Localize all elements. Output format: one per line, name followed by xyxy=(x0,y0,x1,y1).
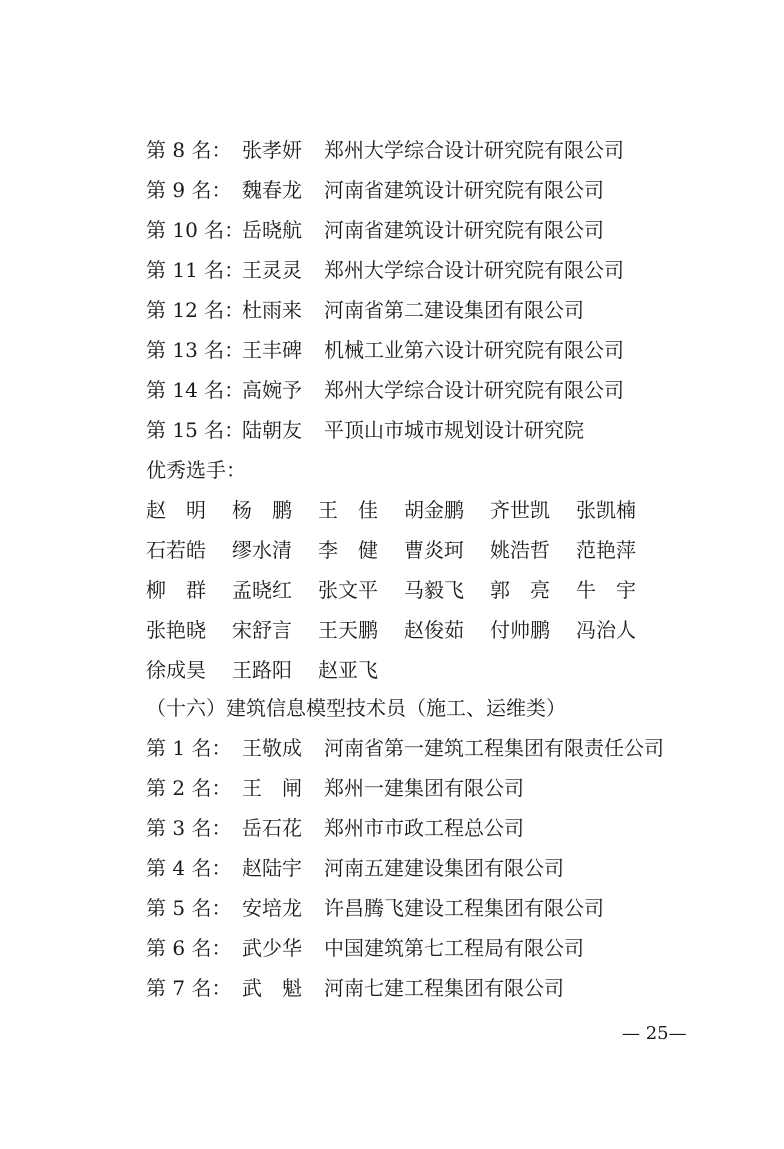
player-name: 柳 群 xyxy=(146,578,206,602)
winner-name: 王丰碑 xyxy=(242,338,302,362)
winner-organization: 郑州市市政工程总公司 xyxy=(324,816,524,840)
winner-name: 武少华 xyxy=(242,936,302,960)
winner-organization: 郑州大学综合设计研究院有限公司 xyxy=(324,378,624,402)
player-name: 缪水清 xyxy=(232,538,292,562)
player-name: 赵俊茹 xyxy=(404,618,464,642)
rank-label: 第 3 名： xyxy=(146,816,232,840)
ranking-row xyxy=(146,176,604,204)
page-number: — 25— xyxy=(622,1023,687,1044)
player-name: 徐成昊 xyxy=(146,658,206,682)
rank-label: 第 6 名： xyxy=(146,936,232,960)
rank-label: 第 7 名： xyxy=(146,976,232,1000)
player-name: 冯治人 xyxy=(576,618,636,642)
winner-organization: 平顶山市城市规划设计研究院 xyxy=(324,418,584,442)
player-name: 马毅飞 xyxy=(404,578,464,602)
winner-organization: 河南七建工程集团有限公司 xyxy=(324,976,564,1000)
ranking-row xyxy=(146,256,624,284)
winner-organization: 中国建筑第七工程局有限公司 xyxy=(324,936,584,960)
winner-name: 武 魁 xyxy=(242,976,302,1000)
player-name: 张文平 xyxy=(318,578,378,602)
ranking-row xyxy=(146,734,664,762)
ranking-row xyxy=(146,216,604,244)
ranking-row xyxy=(146,854,564,882)
winner-name: 岳晓航 xyxy=(242,218,302,242)
winner-organization: 河南省建筑设计研究院有限公司 xyxy=(324,178,604,202)
section-heading-text: （十六）建筑信息模型技术员（施工、运维类） xyxy=(146,696,566,720)
excellent-heading-text: 优秀选手： xyxy=(146,458,246,482)
player-name: 齐世凯 xyxy=(490,498,550,522)
ranking-row xyxy=(146,296,584,324)
winner-name: 陆朝友 xyxy=(242,418,302,442)
player-name: 赵亚飞 xyxy=(318,658,378,682)
rank-label: 第 2 名： xyxy=(146,776,232,800)
player-name: 杨 鹏 xyxy=(232,498,292,522)
rank-label: 第 14 名： xyxy=(146,378,245,402)
rank-label: 第 12 名： xyxy=(146,298,245,322)
rank-label: 第 9 名： xyxy=(146,178,232,202)
winner-name: 赵陆宇 xyxy=(242,856,302,880)
winner-name: 高婉予 xyxy=(242,378,302,402)
winner-name: 安培龙 xyxy=(242,896,302,920)
rank-label: 第 1 名： xyxy=(146,736,232,760)
player-name: 郭 亮 xyxy=(490,578,550,602)
player-name: 范艳萍 xyxy=(576,538,636,562)
ranking-row xyxy=(146,774,524,802)
ranking-row xyxy=(146,376,624,404)
winner-organization: 河南省第二建设集团有限公司 xyxy=(324,298,584,322)
rank-label: 第 10 名： xyxy=(146,218,245,242)
player-name: 王 佳 xyxy=(318,498,378,522)
player-name: 宋舒言 xyxy=(232,618,292,642)
player-name: 孟晓红 xyxy=(232,578,292,602)
winner-name: 王灵灵 xyxy=(242,258,302,282)
ranking-row xyxy=(146,416,584,444)
player-name: 姚浩哲 xyxy=(490,538,550,562)
player-name: 王路阳 xyxy=(232,658,292,682)
ranking-row xyxy=(146,814,524,842)
rank-label: 第 15 名： xyxy=(146,418,245,442)
winner-organization: 许昌腾飞建设工程集团有限公司 xyxy=(324,896,604,920)
ranking-row xyxy=(146,894,604,922)
section-heading xyxy=(146,694,566,722)
ranking-row xyxy=(146,336,624,364)
winner-organization: 机械工业第六设计研究院有限公司 xyxy=(324,338,624,362)
ranking-row xyxy=(146,934,584,962)
winner-name: 张孝妍 xyxy=(242,138,302,162)
player-name: 李 健 xyxy=(318,538,378,562)
winner-name: 杜雨来 xyxy=(242,298,302,322)
winner-name: 魏春龙 xyxy=(242,178,302,202)
rank-label: 第 11 名： xyxy=(146,258,245,282)
excellent-players-heading xyxy=(146,456,246,484)
winner-organization: 郑州一建集团有限公司 xyxy=(324,776,524,800)
player-name: 王天鹏 xyxy=(318,618,378,642)
ranking-row xyxy=(146,974,564,1002)
winner-name: 王 闸 xyxy=(242,776,302,800)
winner-organization: 河南省建筑设计研究院有限公司 xyxy=(324,218,604,242)
winner-organization: 河南五建建设集团有限公司 xyxy=(324,856,564,880)
player-name: 张凯楠 xyxy=(576,498,636,522)
winner-name: 王敬成 xyxy=(242,736,302,760)
rank-label: 第 4 名： xyxy=(146,856,232,880)
winner-organization: 河南省第一建筑工程集团有限责任公司 xyxy=(324,736,664,760)
player-name: 赵 明 xyxy=(146,498,206,522)
player-name: 曹炎珂 xyxy=(404,538,464,562)
player-name: 张艳晓 xyxy=(146,618,206,642)
player-name: 牛 宇 xyxy=(576,578,636,602)
player-name: 石若皓 xyxy=(146,538,206,562)
rank-label: 第 5 名： xyxy=(146,896,232,920)
winner-organization: 郑州大学综合设计研究院有限公司 xyxy=(324,258,624,282)
rank-label: 第 13 名： xyxy=(146,338,245,362)
player-name: 胡金鹏 xyxy=(404,498,464,522)
player-name: 付帅鹏 xyxy=(490,618,550,642)
ranking-row xyxy=(146,136,624,164)
winner-organization: 郑州大学综合设计研究院有限公司 xyxy=(324,138,624,162)
winner-name: 岳石花 xyxy=(242,816,302,840)
rank-label: 第 8 名： xyxy=(146,138,232,162)
